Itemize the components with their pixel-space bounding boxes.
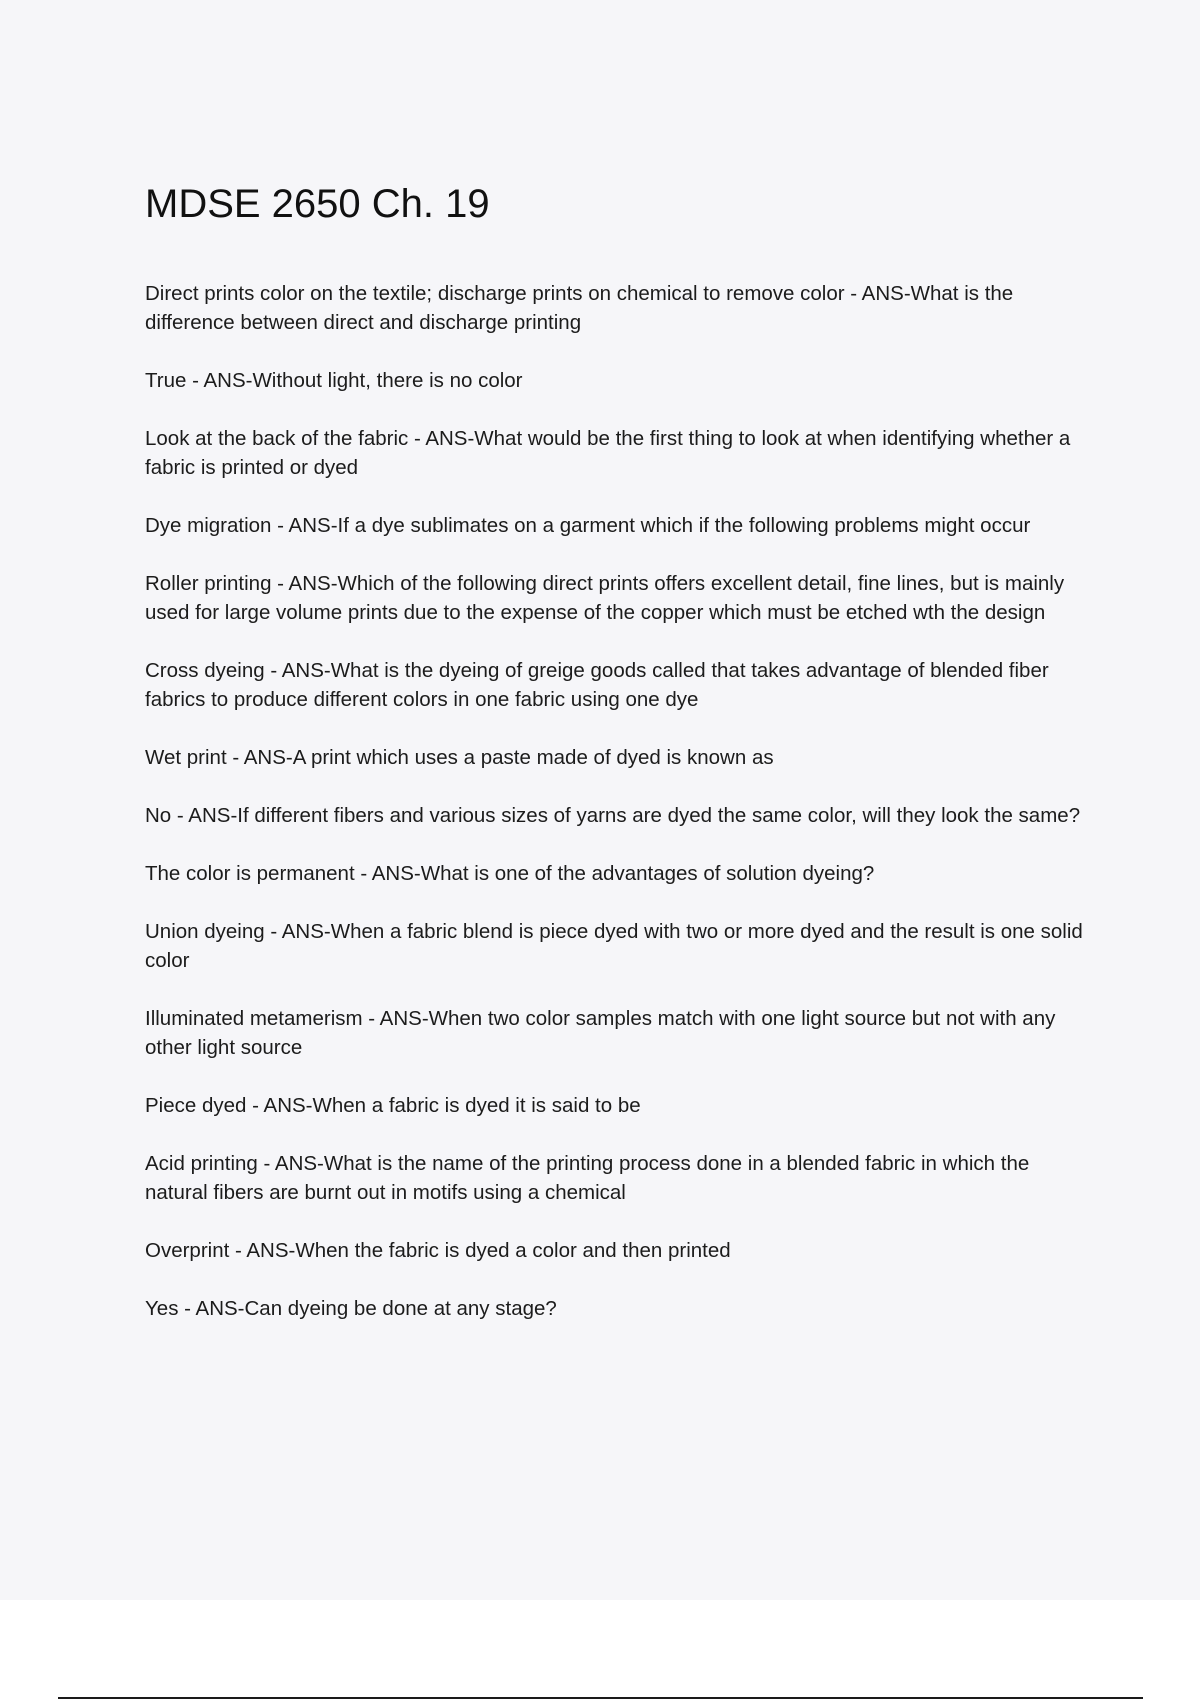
qa-entry: Roller printing - ANS-Which of the following direct prints offers excellent detail, fine lines, but is mainly used for large volume prints due to the expense of the copper which must be etched wth the design xyxy=(145,572,1065,624)
qa-entry: Illuminated metamerism - ANS-When two color samples match with one light source but not with any other light source xyxy=(145,1007,1056,1059)
qa-entry: Wet print - ANS-A print which uses a paste made of dyed is known as xyxy=(145,746,774,769)
qa-entry: Overprint - ANS-When the fabric is dyed a color and then printed xyxy=(145,1239,731,1262)
qa-entry: The color is permanent - ANS-What is one of the advantages of solution dyeing? xyxy=(145,862,875,885)
qa-entry: Yes - ANS-Can dyeing be done at any stage? xyxy=(145,1297,557,1320)
qa-entry: No - ANS-If different fibers and various sizes of yarns are dyed the same color, will they look the same? xyxy=(145,804,1081,827)
qa-entry: Dye migration - ANS-If a dye sublimates on a garment which if the following problems might occur xyxy=(145,514,1031,537)
qa-entry: Piece dyed - ANS-When a fabric is dyed it is said to be xyxy=(145,1094,641,1117)
footer-rule xyxy=(58,1697,1143,1699)
qa-entry: Union dyeing - ANS-When a fabric blend is piece dyed with two or more dyed and the result is one solid color xyxy=(145,920,1083,972)
document-title: MDSE 2650 Ch. 19 xyxy=(145,182,490,226)
qa-entry: Direct prints color on the textile; discharge prints on chemical to remove color - ANS-What is the difference between direct and discharge printing xyxy=(145,282,1014,334)
qa-entry: Acid printing - ANS-What is the name of the printing process done in a blended fabric in which the natural fibers are burnt out in motifs using a chemical xyxy=(145,1152,1030,1204)
qa-entry: Cross dyeing - ANS-What is the dyeing of greige goods called that takes advantage of blended fiber fabrics to produce different colors in one fabric using one dye xyxy=(145,659,1049,711)
qa-entry: True - ANS-Without light, there is no color xyxy=(145,369,523,392)
qa-list xyxy=(145,279,1095,1352)
qa-entry: Look at the back of the fabric - ANS-What would be the first thing to look at when identifying whether a fabric is printed or dyed xyxy=(145,427,1071,479)
